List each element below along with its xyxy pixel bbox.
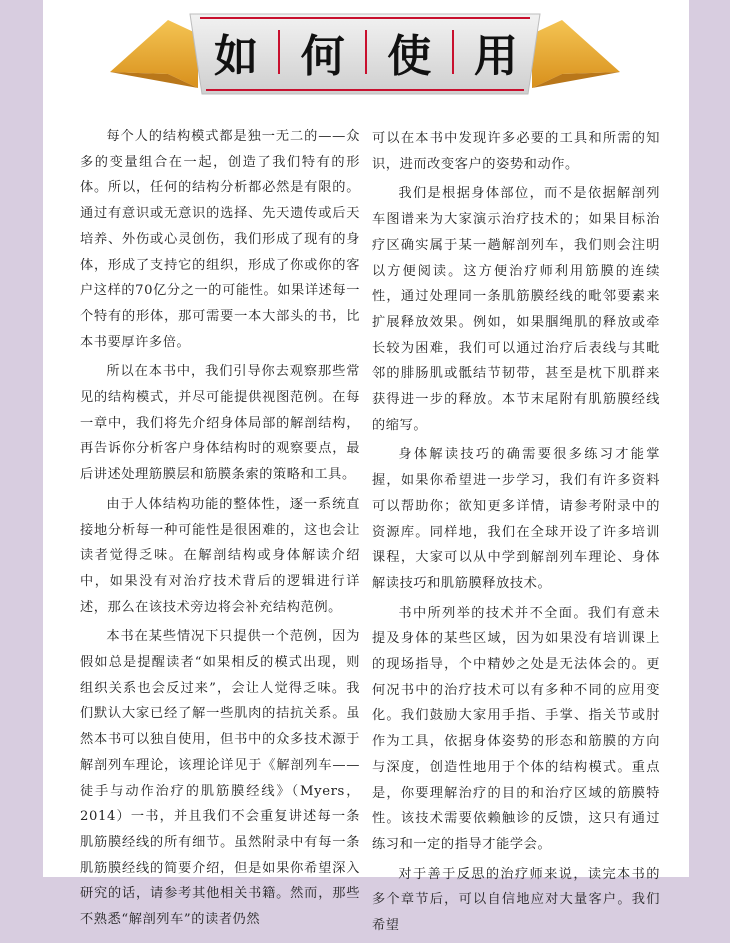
paragraph: 所以在本书中，我们引导你去观察那些常见的结构模式，并尽可能提供视图范例。在每一章中，我们将先介绍身体局部的解剖结构，再告诉你分析客户身体结构时的观察要点，最后讲述处理筋膜层和筋膜条索的策略和工具。	[80, 364, 360, 483]
title-char-2: 何	[300, 31, 345, 82]
title-divider	[278, 30, 280, 74]
paragraph: 我们是根据身体部位，而不是依据解剖列车图谱来为大家演示治疗技术的；如果目标治疗区确实属于某一趟解剖列车，我们则会注明以方便阅读。这方便治疗师利用筋膜的连续性，通过处理同一条肌筋膜经线的毗邻要素来扩展释放效果。例如，如果腘绳肌的释放或牵长较为困难，我们可以通过治疗后表线与其毗邻的腓肠肌或骶结节韧带，甚至是枕下肌群来获得进一步的释放。本节末尾附有肌筋膜经线的缩写。	[372, 186, 660, 433]
paragraph: 本书在某些情况下只提供一个范例，因为假如总是提醒读者“如果相反的模式出现，则组织关系也会反过来”，会让人觉得乏味。我们默认大家已经了解一些肌肉的拮抗关系。虽然本书可以独自使用，但书中的众多技术源于解剖列车理论，该理论详见于《解剖列车——徒手与动作治疗的肌筋膜经线》（Myers，2014）一书，并且我们不会重复讲述每一条肌筋膜经线的所有细节。虽然附录中有每一条肌筋膜经线的简要介绍，但是如果你希望深入研究的话，请参考其他相关书籍。然而，那些不熟悉“解剖列车”的读者仍然	[80, 629, 360, 928]
paragraph: 可以在本书中发现许多必要的工具和所需的知识，进而改变客户的姿势和动作。	[372, 131, 660, 172]
title-char-3: 使	[387, 31, 432, 82]
title-divider	[365, 30, 367, 74]
title-char-4: 用	[473, 31, 518, 82]
right-column	[372, 126, 660, 943]
paragraph: 每个人的结构模式都是独一无二的——众多的变量组合在一起，创造了我们特有的形体。所以，任何的结构分析都必然是有限的。通过有意识或无意识的选择、先天遗传或后天培养、外伤或心灵创伤，我们形成了现有的身体，形成了支持它的组织，形成了你或你的客户这样的70亿分之一的可能性。如果详述每一个特有的形体，那可需要一本大部头的书，比本书要厚许多倍。	[80, 129, 360, 350]
paragraph: 对于善于反思的治疗师来说，读完本书的多个章节后，可以自信地应对大量客户。我们希望	[372, 866, 660, 934]
title-char-1: 如	[214, 31, 259, 82]
paragraph: 由于人体结构功能的整体性，逐一系统直接地分析每一种可能性是很困难的，这也会让读者觉得乏味。在解剖结构或身体解读介绍中，如果没有对治疗技术背后的逻辑进行详述，那么在该技术旁边将会补充结构范例。	[80, 496, 360, 615]
paragraph: 身体解读技巧的确需要很多练习才能掌握，如果你希望进一步学习，我们有许多资料可以帮助你；欲知更多详情，请参考附录中的资源库。同样地，我们在全球开设了许多培训课程，大家可以从中学到解剖列车理论、身体解读技巧和肌筋膜释放技术。	[372, 447, 660, 591]
paragraph: 书中所列举的技术并不全面。我们有意未提及身体的某些区域，因为如果没有培训课上的现场指导，个中精妙之处是无法体会的。更何况书中的治疗技术可以有多种不同的应用变化。我们鼓励大家用手指、手掌、指关节或肘作为工具，依据身体姿势的形态和筋膜的方向与深度，创造性地用于个体的结构模式。重点是，你要理解治疗的目的和治疗区域的筋膜特性。该技术需要依赖触诊的反馈，这只有通过练习和一定的指导才能学会。	[372, 605, 660, 852]
title-divider	[452, 30, 454, 74]
page-title	[200, 20, 532, 84]
left-column	[80, 124, 360, 937]
title-banner	[0, 0, 730, 105]
